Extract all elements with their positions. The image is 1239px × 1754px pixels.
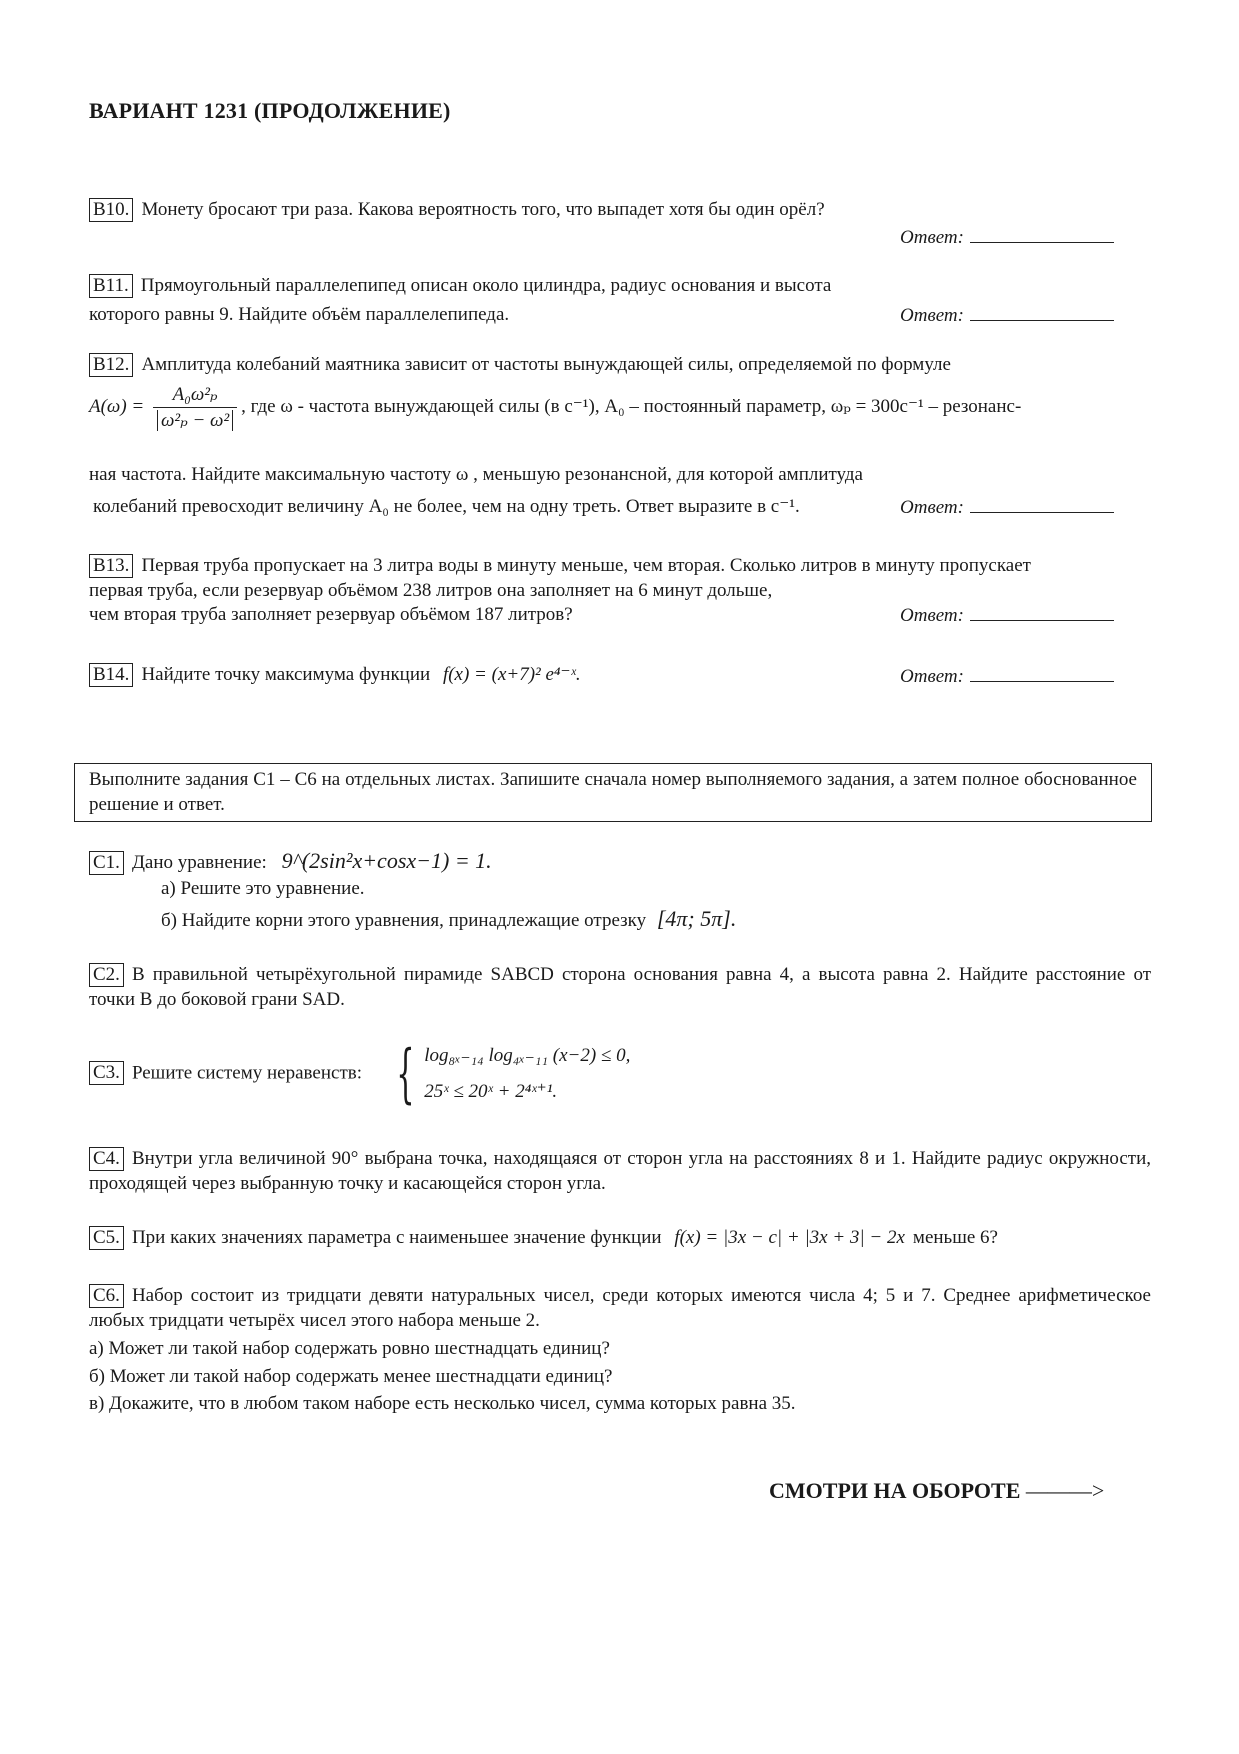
system-brace: { bbox=[395, 1037, 415, 1112]
task-number: C4. bbox=[89, 1147, 124, 1171]
task-number: C6. bbox=[89, 1284, 124, 1308]
task-b11 bbox=[89, 273, 1151, 298]
task-b12-line4: колебаний превосходит величину A₀ не более, чем на одну треть. Ответ выразите в с⁻¹. bbox=[93, 496, 800, 517]
task-number: C3. bbox=[89, 1061, 124, 1085]
inequality-system bbox=[424, 1038, 630, 1110]
task-b13 bbox=[89, 553, 1151, 578]
formula: f(x) = (x+7)² e⁴⁻ˣ. bbox=[442, 664, 581, 685]
task-text: Монету бросают три раза. Какова вероятность того, что выпадет хотя бы один орёл? bbox=[141, 199, 825, 220]
task-b10 bbox=[89, 197, 1151, 222]
task-text: В правильной четырёхугольной пирамиде SABCD сторона основания равна 4, а высота равна 2. Найдите расстояние от точки B до боковой грани SAD. bbox=[89, 964, 1151, 1011]
inequality-2: 25ˣ ≤ 20ˣ + 2⁴ˣ⁺¹. bbox=[424, 1081, 558, 1103]
answer-field[interactable] bbox=[970, 302, 1114, 321]
formula: f(x) = |3x − c| + |3x + 3| − 2x bbox=[674, 1227, 905, 1248]
task-text: Внутри угла величиной 90° выбрана точка, находящаяся от сторон угла на расстояниях 8 и 1. Найдите радиус окружности, проходящей через выбранную точку и касающейся сторон угла. bbox=[89, 1148, 1151, 1195]
task-number: C1. bbox=[89, 851, 124, 875]
answer-label: Ответ: bbox=[900, 227, 964, 248]
task-c6 bbox=[89, 1283, 1151, 1333]
formula-fraction bbox=[153, 382, 237, 433]
task-c5 bbox=[89, 1225, 1151, 1250]
task-text: Набор состоит из тридцати девяти натуральных чисел, среди которых имеются числа 4; 5 и 7. Среднее арифметическое любых тридцати четырёх чисел этого набора меньше 2. bbox=[89, 1285, 1151, 1332]
answer-b14 bbox=[900, 663, 1114, 689]
footer-text: СМОТРИ НА ОБОРОТЕ bbox=[769, 1478, 1021, 1503]
task-number: C2. bbox=[89, 963, 124, 987]
answer-label: Ответ: bbox=[900, 497, 964, 518]
task-b13-line2: первая труба, если резервуар объёмом 238 литров она заполняет на 6 минут дольше, bbox=[89, 580, 773, 601]
task-c6-a: а) Может ли такой набор содержать ровно шестнадцать единиц? bbox=[89, 1338, 610, 1359]
task-c1-a: а) Решите это уравнение. bbox=[161, 878, 365, 899]
formula-lhs: A(ω) = bbox=[89, 395, 145, 417]
answer-label: Ответ: bbox=[900, 666, 964, 687]
answer-label: Ответ: bbox=[900, 605, 964, 626]
task-text: Первая труба пропускает на 3 литра воды в минуту меньше, чем вторая. Сколько литров в минуту пропускает bbox=[141, 555, 1031, 576]
answer-b10 bbox=[900, 224, 1114, 250]
task-tail: меньше 6? bbox=[912, 1227, 998, 1248]
answer-field[interactable] bbox=[970, 224, 1114, 243]
instruction-box: Выполните задания С1 – С6 на отдельных листах. Запишите сначала номер выполняемого задания, а затем полное обоснованное решение и ответ. bbox=[74, 763, 1152, 822]
task-b12 bbox=[89, 352, 1151, 377]
task-b12-line3: ная частота. Найдите максимальную частоту ω , меньшую резонансной, для которой амплитуда bbox=[89, 464, 863, 485]
footer-note bbox=[769, 1476, 1104, 1505]
arrow-right-icon: ———> bbox=[1025, 1478, 1105, 1503]
task-text: Дано уравнение: bbox=[131, 852, 267, 873]
answer-field[interactable] bbox=[970, 494, 1114, 513]
inequality-1: log₈ₓ₋₁₄ log₄ₓ₋₁₁ (x−2) ≤ 0, bbox=[424, 1045, 631, 1066]
b12-formula-row bbox=[89, 382, 1151, 433]
formula: 9^(2sin²x+cosx−1) = 1. bbox=[281, 848, 492, 873]
task-text: Решите систему неравенств: bbox=[131, 1062, 362, 1084]
formula: [4π; 5π]. bbox=[656, 906, 737, 931]
answer-b13 bbox=[900, 602, 1114, 628]
formula-numerator: A₀ω²ₚ bbox=[172, 384, 218, 405]
task-c3 bbox=[89, 1038, 1151, 1110]
task-b11-line2: которого равны 9. Найдите объём параллелепипеда. bbox=[89, 304, 510, 325]
task-c2 bbox=[89, 962, 1151, 1012]
task-number: B14. bbox=[89, 663, 133, 687]
task-number: B12. bbox=[89, 353, 133, 377]
answer-field[interactable] bbox=[970, 602, 1114, 621]
task-number: B11. bbox=[89, 274, 133, 298]
task-b13-line3: чем вторая труба заполняет резервуар объёмом 187 литров? bbox=[89, 604, 573, 625]
task-c4 bbox=[89, 1146, 1151, 1196]
answer-b11 bbox=[900, 302, 1114, 328]
task-number: B10. bbox=[89, 198, 133, 222]
task-c6-c: в) Докажите, что в любом таком наборе есть несколько чисел, сумма которых равна 35. bbox=[89, 1393, 796, 1414]
task-c6-b: б) Может ли такой набор содержать менее шестнадцати единиц? bbox=[89, 1366, 613, 1387]
task-c1-b bbox=[161, 904, 736, 933]
task-text: Амплитуда колебаний маятника зависит от частоты вынуждающей силы, определяемой по формуле bbox=[141, 354, 951, 375]
task-number: B13. bbox=[89, 554, 133, 578]
task-text: При каких значениях параметра c наименьшее значение функции bbox=[131, 1227, 662, 1248]
formula-mid-text: , где ω - частота вынуждающей силы (в с⁻¹), A₀ – постоянный параметр, ωₚ = 300с⁻¹ – резонанс- bbox=[241, 395, 1022, 417]
task-text: Прямоугольный параллелепипед описан около цилиндра, радиус основания и высота bbox=[140, 275, 832, 296]
page-title: ВАРИАНТ 1231 (ПРОДОЛЖЕНИЕ) bbox=[89, 98, 451, 123]
answer-label: Ответ: bbox=[900, 305, 964, 326]
task-text: б) Найдите корни этого уравнения, принадлежащие отрезку bbox=[161, 910, 647, 931]
answer-field[interactable] bbox=[970, 663, 1114, 682]
task-number: C5. bbox=[89, 1226, 124, 1250]
formula-denominator: ω²ₚ − ω² bbox=[157, 410, 233, 431]
answer-b12 bbox=[900, 494, 1114, 520]
task-c1 bbox=[89, 846, 1151, 875]
task-text: Найдите точку максимума функции bbox=[141, 664, 431, 685]
